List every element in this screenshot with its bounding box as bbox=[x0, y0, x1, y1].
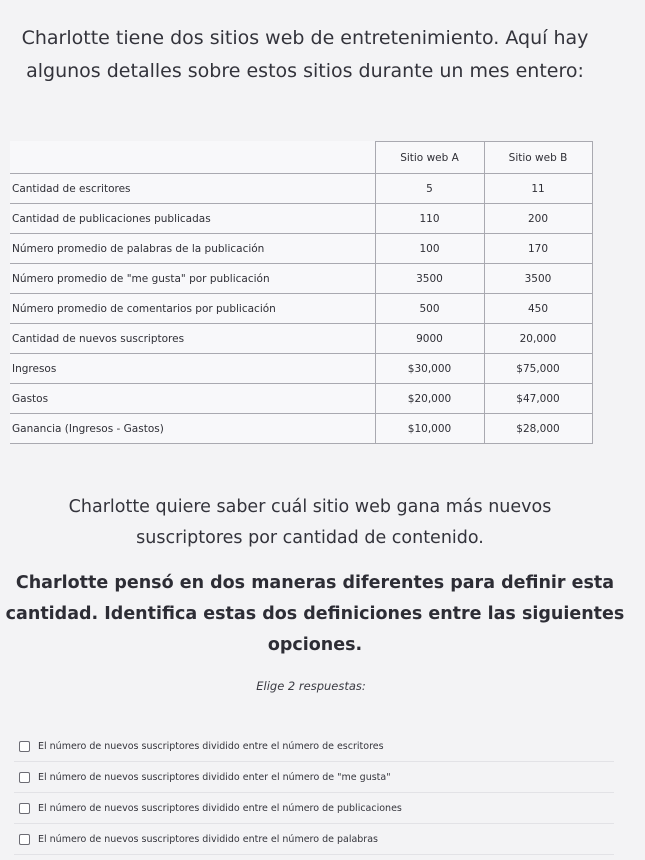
site-b-value: $75,000 bbox=[484, 354, 592, 384]
checkbox[interactable] bbox=[19, 741, 30, 752]
site-b-value: $28,000 bbox=[484, 414, 592, 444]
site-b-value: $47,000 bbox=[484, 384, 592, 414]
table-row bbox=[10, 414, 592, 444]
site-b-value: 3500 bbox=[484, 264, 592, 294]
question-line-2: suscriptores por cantidad de contenido. bbox=[136, 528, 484, 548]
row-label: Ingresos bbox=[10, 354, 375, 384]
site-a-value: $30,000 bbox=[375, 354, 484, 384]
table-row bbox=[10, 294, 592, 324]
table-header-blank bbox=[10, 142, 375, 174]
site-a-value: 3500 bbox=[375, 264, 484, 294]
intro-line-2: algunos detalles sobre estos sitios durante un mes entero: bbox=[26, 60, 584, 82]
question-line-1: Charlotte quiere saber cuál sitio web gana más nuevos bbox=[68, 497, 552, 517]
row-label: Cantidad de nuevos suscriptores bbox=[10, 324, 375, 354]
table-row bbox=[10, 384, 592, 414]
answer-option[interactable] bbox=[14, 762, 614, 793]
site-a-value: 110 bbox=[375, 204, 484, 234]
table-header-site-b: Sitio web B bbox=[484, 142, 592, 174]
instruction-text bbox=[0, 568, 630, 661]
answer-options bbox=[14, 731, 614, 855]
site-b-value: 11 bbox=[484, 174, 592, 204]
answer-option-label: El número de nuevos suscriptores dividido entre el número de escritores bbox=[38, 740, 384, 752]
table-row bbox=[10, 264, 592, 294]
row-label: Número promedio de comentarios por publicación bbox=[10, 294, 375, 324]
answer-option[interactable] bbox=[14, 731, 614, 762]
row-label: Cantidad de escritores bbox=[10, 174, 375, 204]
table-row bbox=[10, 174, 592, 204]
table-row bbox=[10, 324, 592, 354]
instruction-line-1: Charlotte pensó en dos maneras diferentes para definir esta bbox=[15, 573, 615, 593]
site-b-value: 170 bbox=[484, 234, 592, 264]
table-row bbox=[10, 204, 592, 234]
row-label: Ganancia (Ingresos - Gastos) bbox=[10, 414, 375, 444]
checkbox[interactable] bbox=[19, 834, 30, 845]
row-label: Número promedio de palabras de la publicación bbox=[10, 234, 375, 264]
site-b-value: 20,000 bbox=[484, 324, 592, 354]
checkbox[interactable] bbox=[19, 772, 30, 783]
site-a-value: 9000 bbox=[375, 324, 484, 354]
answer-option[interactable] bbox=[14, 793, 614, 824]
table-row bbox=[10, 234, 592, 264]
answer-hint: Elige 2 respuestas: bbox=[256, 679, 366, 693]
instruction-line-3: opciones. bbox=[267, 635, 363, 655]
row-label: Cantidad de publicaciones publicadas bbox=[10, 204, 375, 234]
answer-option-label: El número de nuevos suscriptores dividido entre el número de palabras bbox=[38, 833, 378, 845]
site-b-value: 450 bbox=[484, 294, 592, 324]
intro-line-1: Charlotte tiene dos sitios web de entretenimiento. Aquí hay bbox=[21, 27, 589, 49]
checkbox[interactable] bbox=[19, 803, 30, 814]
intro-text bbox=[0, 22, 610, 88]
site-a-value: $20,000 bbox=[375, 384, 484, 414]
table-header-row bbox=[10, 142, 592, 174]
site-b-value: 200 bbox=[484, 204, 592, 234]
site-a-value: 500 bbox=[375, 294, 484, 324]
row-label: Número promedio de "me gusta" por publicación bbox=[10, 264, 375, 294]
instruction-line-2: cantidad. Identifica estas dos definiciones entre las siguientes bbox=[5, 604, 625, 624]
site-a-value: 5 bbox=[375, 174, 484, 204]
question-text bbox=[0, 492, 620, 554]
answer-option-label: El número de nuevos suscriptores dividido enter el número de "me gusta" bbox=[38, 771, 391, 783]
site-a-value: $10,000 bbox=[375, 414, 484, 444]
answer-option-label: El número de nuevos suscriptores dividido entre el número de publicaciones bbox=[38, 802, 402, 814]
site-a-value: 100 bbox=[375, 234, 484, 264]
table-header-site-a: Sitio web A bbox=[375, 142, 484, 174]
answer-option[interactable] bbox=[14, 824, 614, 855]
websites-table bbox=[10, 141, 593, 444]
row-label: Gastos bbox=[10, 384, 375, 414]
table-row bbox=[10, 354, 592, 384]
